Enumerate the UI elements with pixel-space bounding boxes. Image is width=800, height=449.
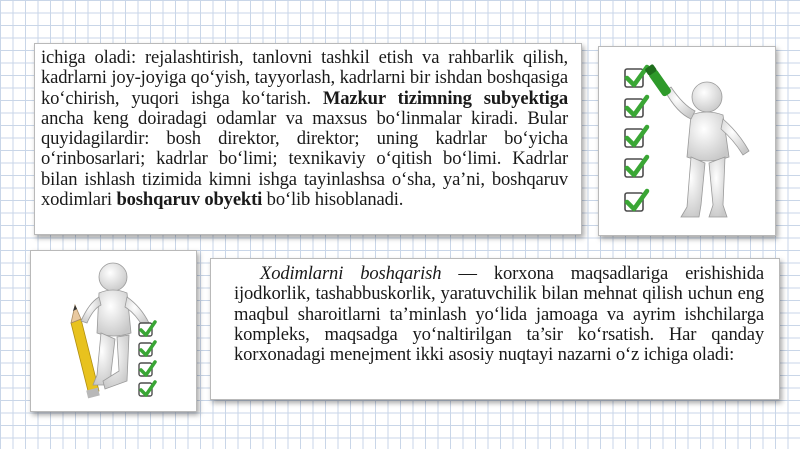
- text-segment: — korxona maqsadlariga erishishida ijodkorlik, tashabbuskorlik, yaratuvchilik bilan mehnat qilish uchun eng maqbul sharoitlarni ta’minlash yo‘lida jamoaga va ayrim ishchilarga kompleks, maqsadga yo‘naltirilgan ta’sir ko‘rsatish. Har qanday korxonadagi menejment ikki asosiy nuqtayi nazarni o‘z ichiga oladi:: [234, 263, 764, 366]
- paragraph-subject-object: [41, 48, 568, 210]
- text-card-top: [34, 43, 582, 235]
- check-marks: [627, 67, 647, 209]
- bold-term-object: boshqaruv obyekti: [116, 189, 263, 211]
- green-marker-icon: [644, 64, 672, 98]
- white-figure: [665, 82, 749, 217]
- text-segment: ichiga oladi: rejalashtirish, tanlovni tashkil etish va rahbarlik qilish, kadrlarni joy-joyiga qo‘yish, tayyorlash, kadrlarni bir ishdan boshqasiga ko‘chirish, yuqori ishga ko‘tarish.: [41, 47, 568, 109]
- checklist-figure-with-marker-illustration: [599, 47, 777, 237]
- text-segment: ancha keng doiradagi odamlar va maxsus bo‘linmalar kiradi. Bular quyidagilardir: bosh direktor, direktor; uning kadrlar bo‘yicha o‘rinbosarlari; kadrlar bo‘limi; texnikaviy o‘qitish bo‘limi. Kadrlar bilan ishlash tizimida kimni ishga tayinlashsa o‘sha, ya’ni, boshqaruv xodimlari: [41, 107, 568, 211]
- text-card-bottom: [210, 258, 780, 400]
- italic-term: Xodimlarni boshqarish: [260, 263, 442, 284]
- illustration-card-pencil: [30, 250, 197, 412]
- illustration-card-checklist: [598, 46, 776, 236]
- bold-term-subject: Mazkur tizimning subyektiga: [322, 87, 568, 109]
- paragraph-staff-management-definition: [234, 264, 764, 365]
- text-segment: bo‘lib hisoblanadi.: [262, 189, 404, 211]
- figure-leaning-on-pencil-illustration: [31, 251, 198, 413]
